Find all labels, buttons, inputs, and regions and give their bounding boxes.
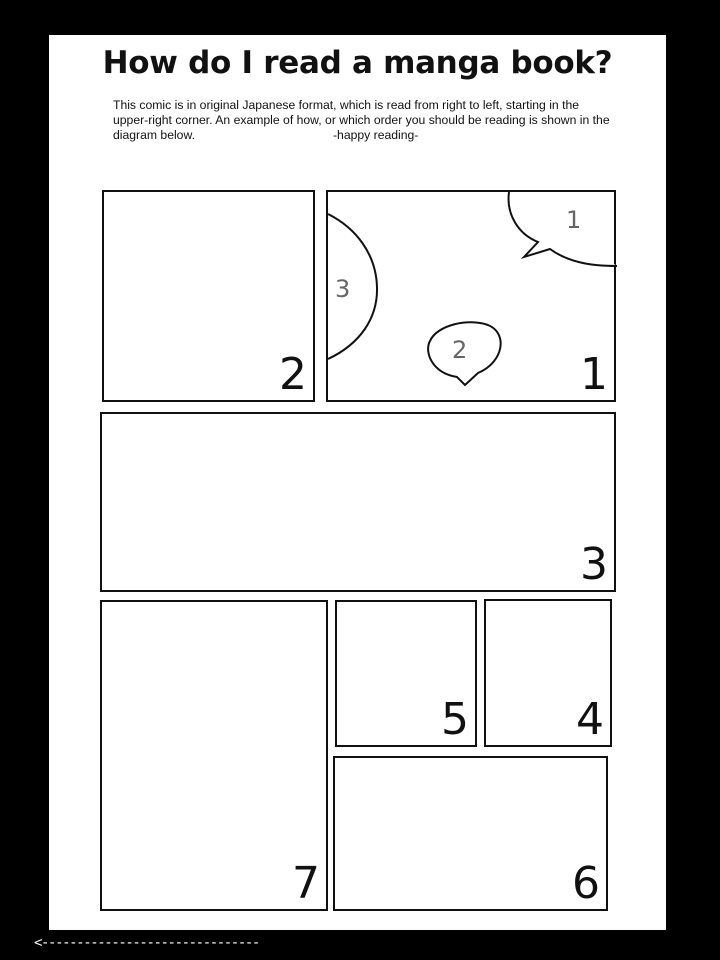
panel-1 bbox=[326, 190, 616, 402]
speech-bubble-1 bbox=[509, 192, 617, 266]
signoff-text: -happy reading- bbox=[332, 128, 419, 142]
panel-4 bbox=[484, 599, 612, 747]
panel-number-1: 1 bbox=[580, 349, 608, 400]
panel-number-2: 2 bbox=[279, 349, 307, 400]
panel-number-6: 6 bbox=[572, 858, 600, 909]
panel-number-5: 5 bbox=[441, 694, 469, 745]
bubble-number-2: 2 bbox=[452, 336, 468, 364]
panel-number-4: 4 bbox=[576, 694, 604, 745]
panel-7 bbox=[100, 600, 328, 911]
page-title: How do I read a manga book? bbox=[102, 45, 613, 81]
panel-5 bbox=[335, 600, 477, 747]
intro-body: This comic is in original Japanese format, which is read from right to left, starting in the upper-right corner. An example of how, or which order you should be reading is shown in the diagram below. bbox=[113, 98, 610, 142]
bubble-number-1: 1 bbox=[566, 206, 582, 234]
speech-bubbles bbox=[328, 192, 617, 403]
panel-2 bbox=[102, 190, 315, 402]
panel-number-7: 7 bbox=[292, 858, 320, 909]
reading-direction-arrow: <------------------------------- bbox=[34, 935, 259, 951]
bubble-number-3: 3 bbox=[335, 275, 351, 303]
panel-6 bbox=[333, 756, 608, 911]
manga-page bbox=[49, 35, 666, 930]
intro-text bbox=[113, 98, 613, 143]
panel-number-3: 3 bbox=[580, 539, 608, 590]
panel-3 bbox=[100, 412, 616, 592]
